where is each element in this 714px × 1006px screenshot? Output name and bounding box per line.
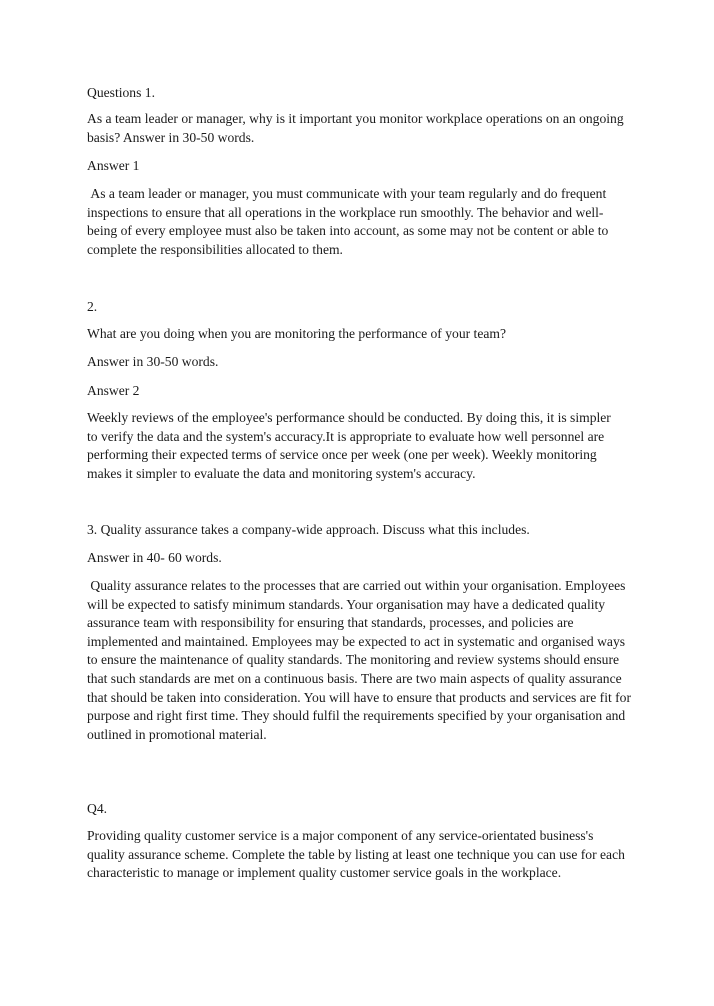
q4-question: Providing quality customer service is a major component of any service-orientated business's quality assurance scheme. Complete the table by listing at least one technique you can use for each characteristic to manage or implement quality customer service goals in the workplace. (87, 828, 625, 881)
q4-heading: Q4. (87, 801, 108, 816)
q1-answer: As a team leader or manager, you must communicate with your team regularly and do frequent inspections to ensure that all operations in the workplace run smoothly. The behavior and well-being of every employee must also be taken into account, as some may not be content or able to complete the responsibilities allocated to them. (87, 186, 612, 257)
q2-heading: 2. (87, 299, 98, 314)
q3-answer: Quality assurance relates to the processes that are carried out within your organisation. Employees will be expected to satisfy minimum standards. Your organisation may have a dedicated quality assurance team with responsibility for ensuring that standards, processes, and policies are implemented and maintained. Employees may be expected to act in systematic and organised ways to ensure the maintenance of quality standards. The monitoring and review systems should ensure that such standards are met on a continuous basis. There are two main aspects of quality assurance that should be taken into consideration. You will have to ensure that products and services are fit for purpose and right first time. They should fulfil the requirements specified by your organisation and outlined in promotional material. (87, 578, 635, 742)
q2-answer: Weekly reviews of the employee's performance should be conducted. By doing this, it is simpler to verify the data and the system's accuracy.It is appropriate to evaluate how well personnel are performing their expected terms of service once per week (one per week). Weekly monitoring makes it simpler to evaluate the data and monitoring system's accuracy. (87, 410, 611, 481)
q1-heading: Questions 1. (87, 85, 155, 100)
q1-answer-label: Answer 1 (87, 158, 140, 173)
q2-answer-label: Answer 2 (87, 383, 140, 398)
q3-instruction: Answer in 40- 60 words. (87, 550, 222, 565)
q2-instruction: Answer in 30-50 words. (87, 354, 219, 369)
q2-question: What are you doing when you are monitoring the performance of your team? (87, 326, 506, 341)
q1-question: As a team leader or manager, why is it important you monitor workplace operations on an ongoing basis? Answer in 30-50 words. (87, 111, 624, 145)
q3-question: 3. Quality assurance takes a company-wide approach. Discuss what this includes. (87, 522, 530, 537)
